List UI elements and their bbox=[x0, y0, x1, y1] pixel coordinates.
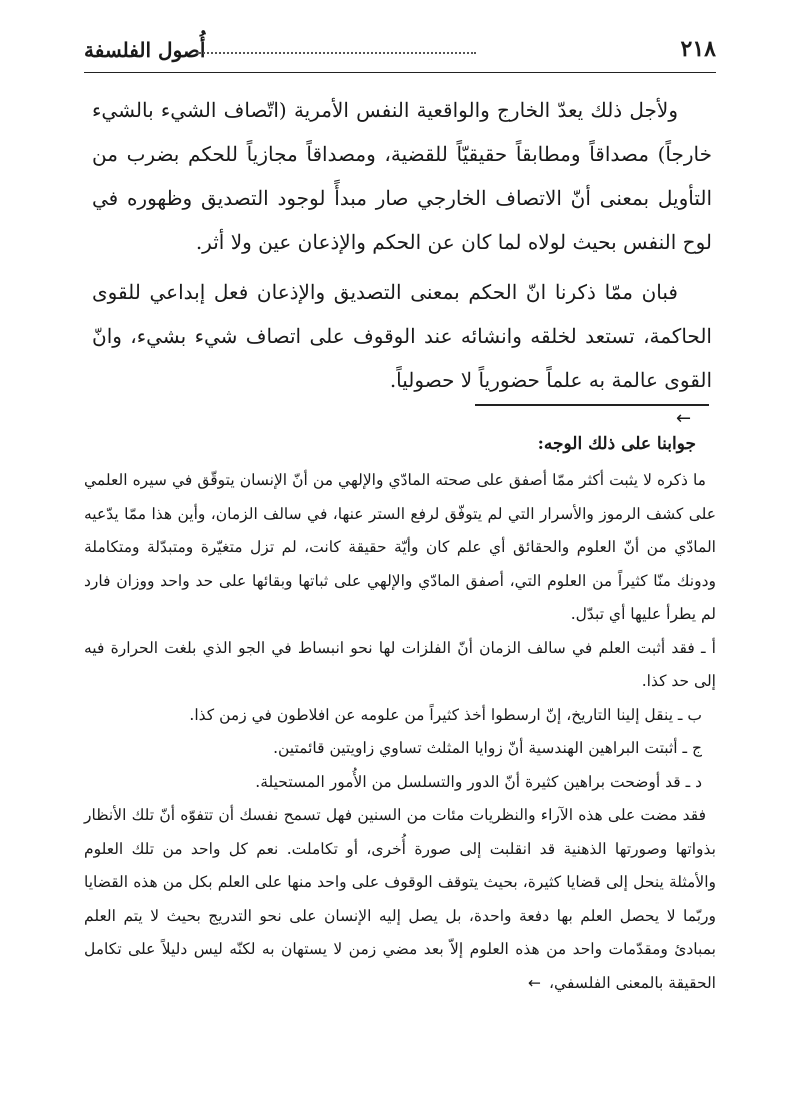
main-paragraph-2: فبان ممّا ذكرنا انّ الحكم بمعنى التصديق والإذعان فعل إبداعي للقوى الحاكمة، تستعد لخلقه وانشائه عند الوقوف على اتصاف شيء بشيء، وانّ القوى عالمة به علماً حضورياً لا حصولياً. bbox=[92, 280, 712, 392]
footnote-intro: ما ذكره لا يثبت أكثر ممّا أصفق على صحته المادّي والإلهي من أنّ الإنسان يتوقّق في سيره العلمي على كشف الرموز والأسرار التي لم يتوفّق لرفع الستر عنها، في سالف الزمان، وأين هذا ممّا يدّعيه المادّي من أنّ العلوم والحقائق أي علم كان وأيّة حقيقة كانت، لم تزل متغيّرة ومتبدّلة ومتكاملة ودونك منّا كثيراً من العلوم التي، أصفق المادّي والإلهي على ثباتها وبقائها على حد واحد ووزان فارد لم يطرأ عليها أي تبدّل. bbox=[84, 471, 716, 623]
footnote-item-c: ج ـ أثبتت البراهين الهندسية أنّ زوايا المثلث تساوي زاويتين قائمتين. bbox=[273, 739, 702, 757]
header-rule bbox=[84, 72, 716, 73]
continuation-arrow-icon: ← bbox=[528, 973, 542, 992]
main-text bbox=[92, 88, 712, 402]
footnote-closing bbox=[84, 799, 716, 1000]
main-paragraph-1: ولأجل ذلك يعدّ الخارج والواقعية النفس الأمرية (اتّصاف الشيء بالشيء خارجاً) مصداقاً ومطابقاً حقيقيّاً للقضية، ومصداقاً مجازياً للحكم بضرب من التأويل بمعنى أنّ الاتصاف الخارجي صار مبدأً لوجود التصديق وظهوره في لوح النفس بحيث لولاه لما كان عن الحكم والإذعان عين ولا أثر. bbox=[92, 98, 712, 254]
footnote-heading: جوابنا على ذلك الوجه: bbox=[537, 434, 696, 454]
footnote-arrow-icon: ← bbox=[676, 408, 692, 429]
header-dotted-leader bbox=[196, 52, 476, 54]
running-header bbox=[84, 34, 716, 68]
page-number: ٢١٨ bbox=[680, 36, 716, 62]
footnote-item-a: أ ـ فقد أثبت العلم في سالف الزمان أنّ الفلزات لها نحو انبساط في الجو الذي بلغت الحرارة فيه إلى حد كذا. bbox=[84, 638, 716, 690]
footnote-item-b: ب ـ ينقل إلينا التاريخ، إنّ ارسطوا أخذ كثيراً من علومه عن افلاطون في زمن كذا. bbox=[189, 705, 702, 724]
footnote-item-d: د ـ قد أوضحت براهين كثيرة أنّ الدور والتسلسل من الأُمور المستحيلة. bbox=[255, 772, 702, 791]
footnote-separator bbox=[475, 404, 709, 406]
footnote-closing-text: فقد مضت على هذه الآراء والنظريات مئات من السنين فهل تسمح نفسك أن تتفوّه أنّ تلك الأنظار بذواتها وصورتها الذهنية قد انقلبت إلى صورة أُخرى، أو تكاملت. نعم كل واحد من تلك العلوم والأمثلة ينحل إلى قضايا كثيرة، بحيث يتوقف الوقوف على واحد منها على العلم بكل من هذه القضايا وربّما لا يحصل العلم بها دفعة واحدة، بل يصل إليه الإنسان على نحو التدريج بحيث لا يتم العلم بمبادئ ومقدّمات واحد من هذه العلوم إلاّ بعد مضي زمن لا يستهان به لكنّه ليس دليلاً على تكامل الحقيقة بالمعنى الفلسفي، bbox=[84, 806, 716, 992]
running-title: أُصول الفلسفة bbox=[84, 38, 206, 62]
footnote-block bbox=[84, 424, 716, 1000]
